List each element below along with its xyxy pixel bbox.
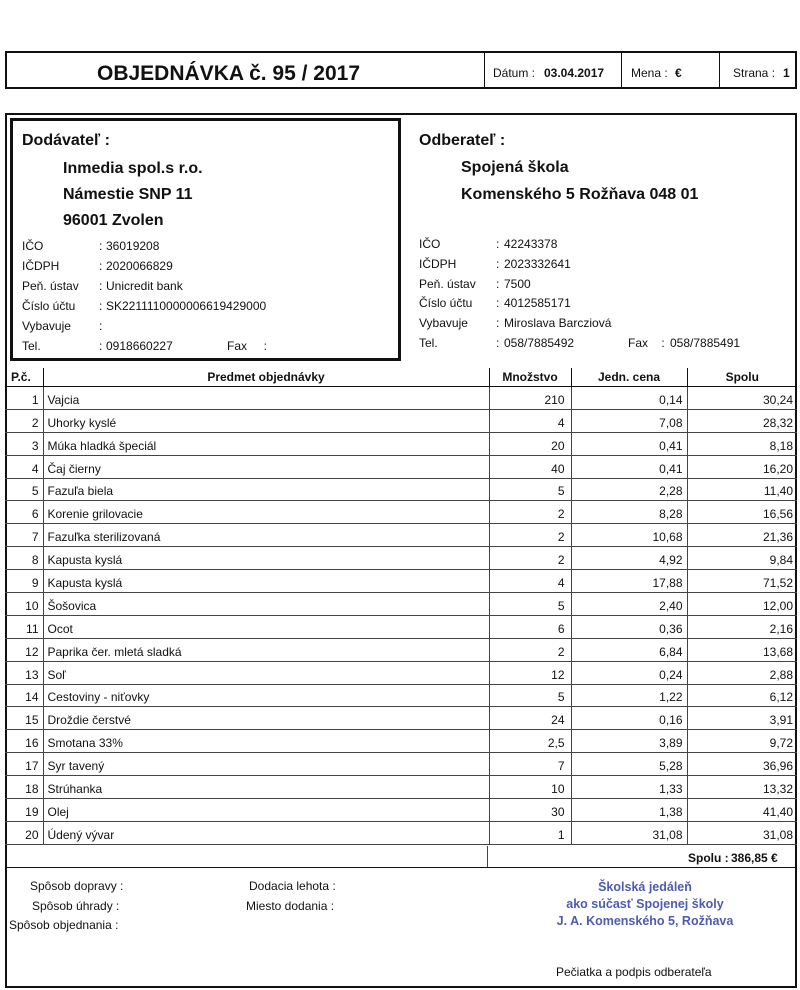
page-value: 1: [783, 66, 790, 80]
item-name: Uhorky kyslé: [43, 409, 489, 432]
row-number: 2: [5, 409, 43, 432]
item-name: Šošovica: [43, 593, 489, 616]
signature-label: Pečiatka a podpis odberateľa: [556, 965, 712, 979]
table-row: [5, 615, 797, 638]
field-label: Tel.: [22, 339, 41, 353]
item-name: Údený vývar: [43, 821, 489, 844]
item-quantity: 2: [489, 638, 571, 661]
item-total: 12,00: [687, 593, 797, 616]
fax-label-text: Fax: [628, 336, 649, 350]
item-total: 2,16: [687, 615, 797, 638]
order-method-label: Spôsob objednania :: [9, 918, 119, 932]
item-quantity: 7: [489, 753, 571, 776]
currency-label: Mena :: [631, 66, 668, 80]
items-table: [5, 368, 797, 845]
customer-heading: Odberateľ :: [419, 132, 506, 149]
row-number: 16: [5, 730, 43, 753]
stamp-line: J. A. Komenského 5, Rožňava: [556, 914, 734, 928]
item-unit-price: 1,38: [571, 799, 687, 822]
field-value: 7500: [504, 276, 531, 291]
row-number: 9: [5, 570, 43, 593]
field-value: 058/7885492: [504, 336, 575, 350]
item-unit-price: 4,92: [571, 547, 687, 570]
stamp-line: Školská jedáleň: [598, 880, 692, 894]
supplier-street: Námestie SNP 11: [63, 186, 193, 203]
payment-method-label: Spôsob úhrady :: [32, 899, 120, 913]
header-bar: [5, 51, 797, 89]
item-total: 30,24: [687, 387, 797, 410]
item-unit-price: 0,36: [571, 615, 687, 638]
table-row: [5, 524, 797, 547]
currency-value: €: [675, 66, 682, 80]
field-label: IČDPH: [22, 259, 60, 273]
supplier-heading: Dodávateľ :: [22, 132, 110, 149]
header-divider: [484, 53, 485, 87]
date-label: Dátum :: [493, 66, 536, 80]
item-quantity: 5: [489, 684, 571, 707]
supplier-fax-label: Fax :: [227, 339, 268, 353]
item-unit-price: 10,68: [571, 524, 687, 547]
row-number: 1: [5, 387, 43, 410]
field-value: 2020066829: [106, 259, 173, 273]
item-name: Vajcia: [43, 387, 489, 410]
item-quantity: 20: [489, 432, 571, 455]
item-total: 13,32: [687, 776, 797, 799]
item-unit-price: 0,14: [571, 387, 687, 410]
col-header-item: Predmet objednávky: [43, 368, 489, 387]
date-value: 03.04.2017: [544, 66, 605, 80]
field-colon: :: [99, 319, 103, 333]
item-total: 28,32: [687, 409, 797, 432]
field-colon: :: [496, 276, 500, 291]
customer-fax-value: 058/7885491: [670, 336, 741, 350]
row-number: 15: [5, 707, 43, 730]
item-name: Cestoviny - niťovky: [43, 684, 489, 707]
item-unit-price: 6,84: [571, 638, 687, 661]
item-total: 41,40: [687, 799, 797, 822]
item-unit-price: 1,33: [571, 776, 687, 799]
row-number: 14: [5, 684, 43, 707]
table-row: [5, 593, 797, 616]
item-unit-price: 0,16: [571, 707, 687, 730]
item-quantity: 4: [489, 570, 571, 593]
col-header-unit-price: Jedn. cena: [571, 368, 687, 387]
item-quantity: 2: [489, 524, 571, 547]
items-body: [5, 387, 797, 845]
total-label: Spolu :: [688, 851, 729, 865]
item-quantity: 6: [489, 615, 571, 638]
item-quantity: 5: [489, 593, 571, 616]
table-row: [5, 799, 797, 822]
table-row: [5, 547, 797, 570]
field-colon: :: [496, 237, 500, 251]
item-total: 2,88: [687, 661, 797, 684]
row-number: 18: [5, 776, 43, 799]
row-number: 19: [5, 799, 43, 822]
field-colon: :: [99, 339, 103, 353]
field-value: Unicredit bank: [106, 279, 183, 293]
item-unit-price: 7,08: [571, 409, 687, 432]
field-label: Vybavuje: [419, 316, 468, 331]
item-quantity: 40: [489, 455, 571, 478]
field-label: Vybavuje: [22, 319, 71, 333]
table-row: [5, 387, 797, 410]
item-unit-price: 31,08: [571, 821, 687, 844]
customer-name: Spojená škola: [461, 159, 569, 176]
table-row: [5, 501, 797, 524]
field-colon: :: [496, 336, 500, 350]
field-colon: :: [99, 299, 103, 313]
table-row: [5, 776, 797, 799]
item-name: Korenie grilovacie: [43, 501, 489, 524]
field-colon: :: [496, 296, 500, 311]
col-header-qty: Množstvo: [489, 368, 571, 387]
item-unit-price: 0,41: [571, 455, 687, 478]
field-colon: :: [99, 259, 103, 273]
item-total: 36,96: [687, 753, 797, 776]
field-value: 2023332641: [504, 256, 571, 271]
table-row: [5, 638, 797, 661]
item-unit-price: 3,89: [571, 730, 687, 753]
school-stamp: [520, 879, 770, 930]
item-name: Fazuľka sterilizovaná: [43, 524, 489, 547]
item-name: Smotana 33%: [43, 730, 489, 753]
item-total: 3,91: [687, 707, 797, 730]
row-number: 6: [5, 501, 43, 524]
item-total: 8,18: [687, 432, 797, 455]
item-name: Múka hladká špeciál: [43, 432, 489, 455]
item-name: Paprika čer. mletá sladká: [43, 638, 489, 661]
table-row: [5, 432, 797, 455]
header-divider: [621, 53, 622, 87]
item-quantity: 12: [489, 661, 571, 684]
item-name: Syr tavený: [43, 753, 489, 776]
item-unit-price: 2,40: [571, 593, 687, 616]
item-unit-price: 0,41: [571, 432, 687, 455]
field-value: Miroslava Barcziová: [504, 316, 612, 331]
col-header-no: P.č.: [5, 368, 43, 387]
fax-label-text: Fax: [227, 339, 248, 353]
order-title: OBJEDNÁVKA č. 95 / 2017: [97, 62, 361, 85]
supplier-box: [10, 118, 401, 361]
header-divider: [719, 53, 720, 87]
table-row: [5, 684, 797, 707]
item-quantity: 10: [489, 776, 571, 799]
field-value: 4012585171: [504, 296, 571, 311]
table-row: [5, 661, 797, 684]
page-label: Strana :: [733, 66, 776, 80]
item-quantity: 5: [489, 478, 571, 501]
item-total: 16,56: [687, 501, 797, 524]
item-quantity: 24: [489, 707, 571, 730]
item-name: Čaj čierny: [43, 455, 489, 478]
field-colon: :: [496, 316, 500, 331]
field-value: 0918660227: [106, 339, 173, 353]
field-value: SK2211110000006619429000: [106, 299, 267, 313]
supplier-name: Inmedia spol.s r.o.: [63, 160, 203, 177]
table-row: [5, 409, 797, 432]
item-total: 11,40: [687, 478, 797, 501]
item-name: Kapusta kyslá: [43, 547, 489, 570]
item-total: 21,36: [687, 524, 797, 547]
field-colon: :: [99, 279, 103, 293]
field-label: Peň. ústav: [22, 279, 79, 293]
customer-address: Komenského 5 Rožňava 048 01: [461, 186, 699, 203]
item-name: Droždie čerstvé: [43, 707, 489, 730]
item-name: Soľ: [43, 661, 489, 684]
table-row: [5, 455, 797, 478]
item-quantity: 30: [489, 799, 571, 822]
table-row: [5, 821, 797, 844]
row-number: 4: [5, 455, 43, 478]
item-quantity: 2,5: [489, 730, 571, 753]
item-name: Kapusta kyslá: [43, 570, 489, 593]
item-unit-price: 8,28: [571, 501, 687, 524]
delivery-place-label: Miesto dodania :: [246, 899, 335, 913]
item-total: 9,84: [687, 547, 797, 570]
row-number: 10: [5, 593, 43, 616]
item-quantity: 210: [489, 387, 571, 410]
item-total: 31,08: [687, 821, 797, 844]
item-unit-price: 0,24: [571, 661, 687, 684]
total-divider: [487, 846, 488, 867]
table-row: [5, 753, 797, 776]
supplier-city: 96001 Zvolen: [63, 212, 164, 229]
item-unit-price: 5,28: [571, 753, 687, 776]
item-total: 6,12: [687, 684, 797, 707]
field-colon: :: [496, 256, 500, 271]
item-name: Fazuľa biela: [43, 478, 489, 501]
table-row: [5, 478, 797, 501]
customer-box: [408, 118, 794, 361]
item-total: 9,72: [687, 730, 797, 753]
item-total: 13,68: [687, 638, 797, 661]
row-number: 17: [5, 753, 43, 776]
field-value: 36019208: [106, 239, 160, 253]
field-label: IČDPH: [419, 256, 457, 271]
item-total: 71,52: [687, 570, 797, 593]
row-number: 13: [5, 661, 43, 684]
item-unit-price: 17,88: [571, 570, 687, 593]
delivery-method-label: Spôsob dopravy :: [30, 879, 124, 893]
field-label: IČO: [22, 239, 44, 253]
items-header: [5, 368, 797, 387]
total-row: [5, 846, 797, 868]
row-number: 11: [5, 615, 43, 638]
col-header-total: Spolu: [687, 368, 797, 387]
row-number: 7: [5, 524, 43, 547]
field-label: Číslo účtu: [22, 299, 76, 313]
item-name: Ocot: [43, 615, 489, 638]
stamp-line: ako súčasť Spojenej školy: [566, 897, 724, 911]
field-value: 42243378: [504, 237, 558, 251]
row-number: 8: [5, 547, 43, 570]
field-label: Tel.: [419, 336, 438, 350]
item-quantity: 1: [489, 821, 571, 844]
item-name: Strúhanka: [43, 776, 489, 799]
row-number: 20: [5, 821, 43, 844]
item-quantity: 4: [489, 409, 571, 432]
item-unit-price: 2,28: [571, 478, 687, 501]
field-label: Číslo účtu: [419, 296, 473, 311]
table-row: [5, 570, 797, 593]
total-value: 386,85 €: [731, 851, 778, 865]
delivery-term-label: Dodacia lehota :: [249, 879, 336, 893]
row-number: 5: [5, 478, 43, 501]
customer-fax-label: Fax :: [628, 336, 665, 350]
field-label: Peň. ústav: [419, 276, 476, 291]
row-number: 3: [5, 432, 43, 455]
field-label: IČO: [419, 237, 441, 251]
item-quantity: 2: [489, 547, 571, 570]
table-row: [5, 707, 797, 730]
item-quantity: 2: [489, 501, 571, 524]
item-name: Olej: [43, 799, 489, 822]
item-unit-price: 1,22: [571, 684, 687, 707]
row-number: 12: [5, 638, 43, 661]
item-total: 16,20: [687, 455, 797, 478]
table-row: [5, 730, 797, 753]
field-colon: :: [99, 239, 103, 253]
